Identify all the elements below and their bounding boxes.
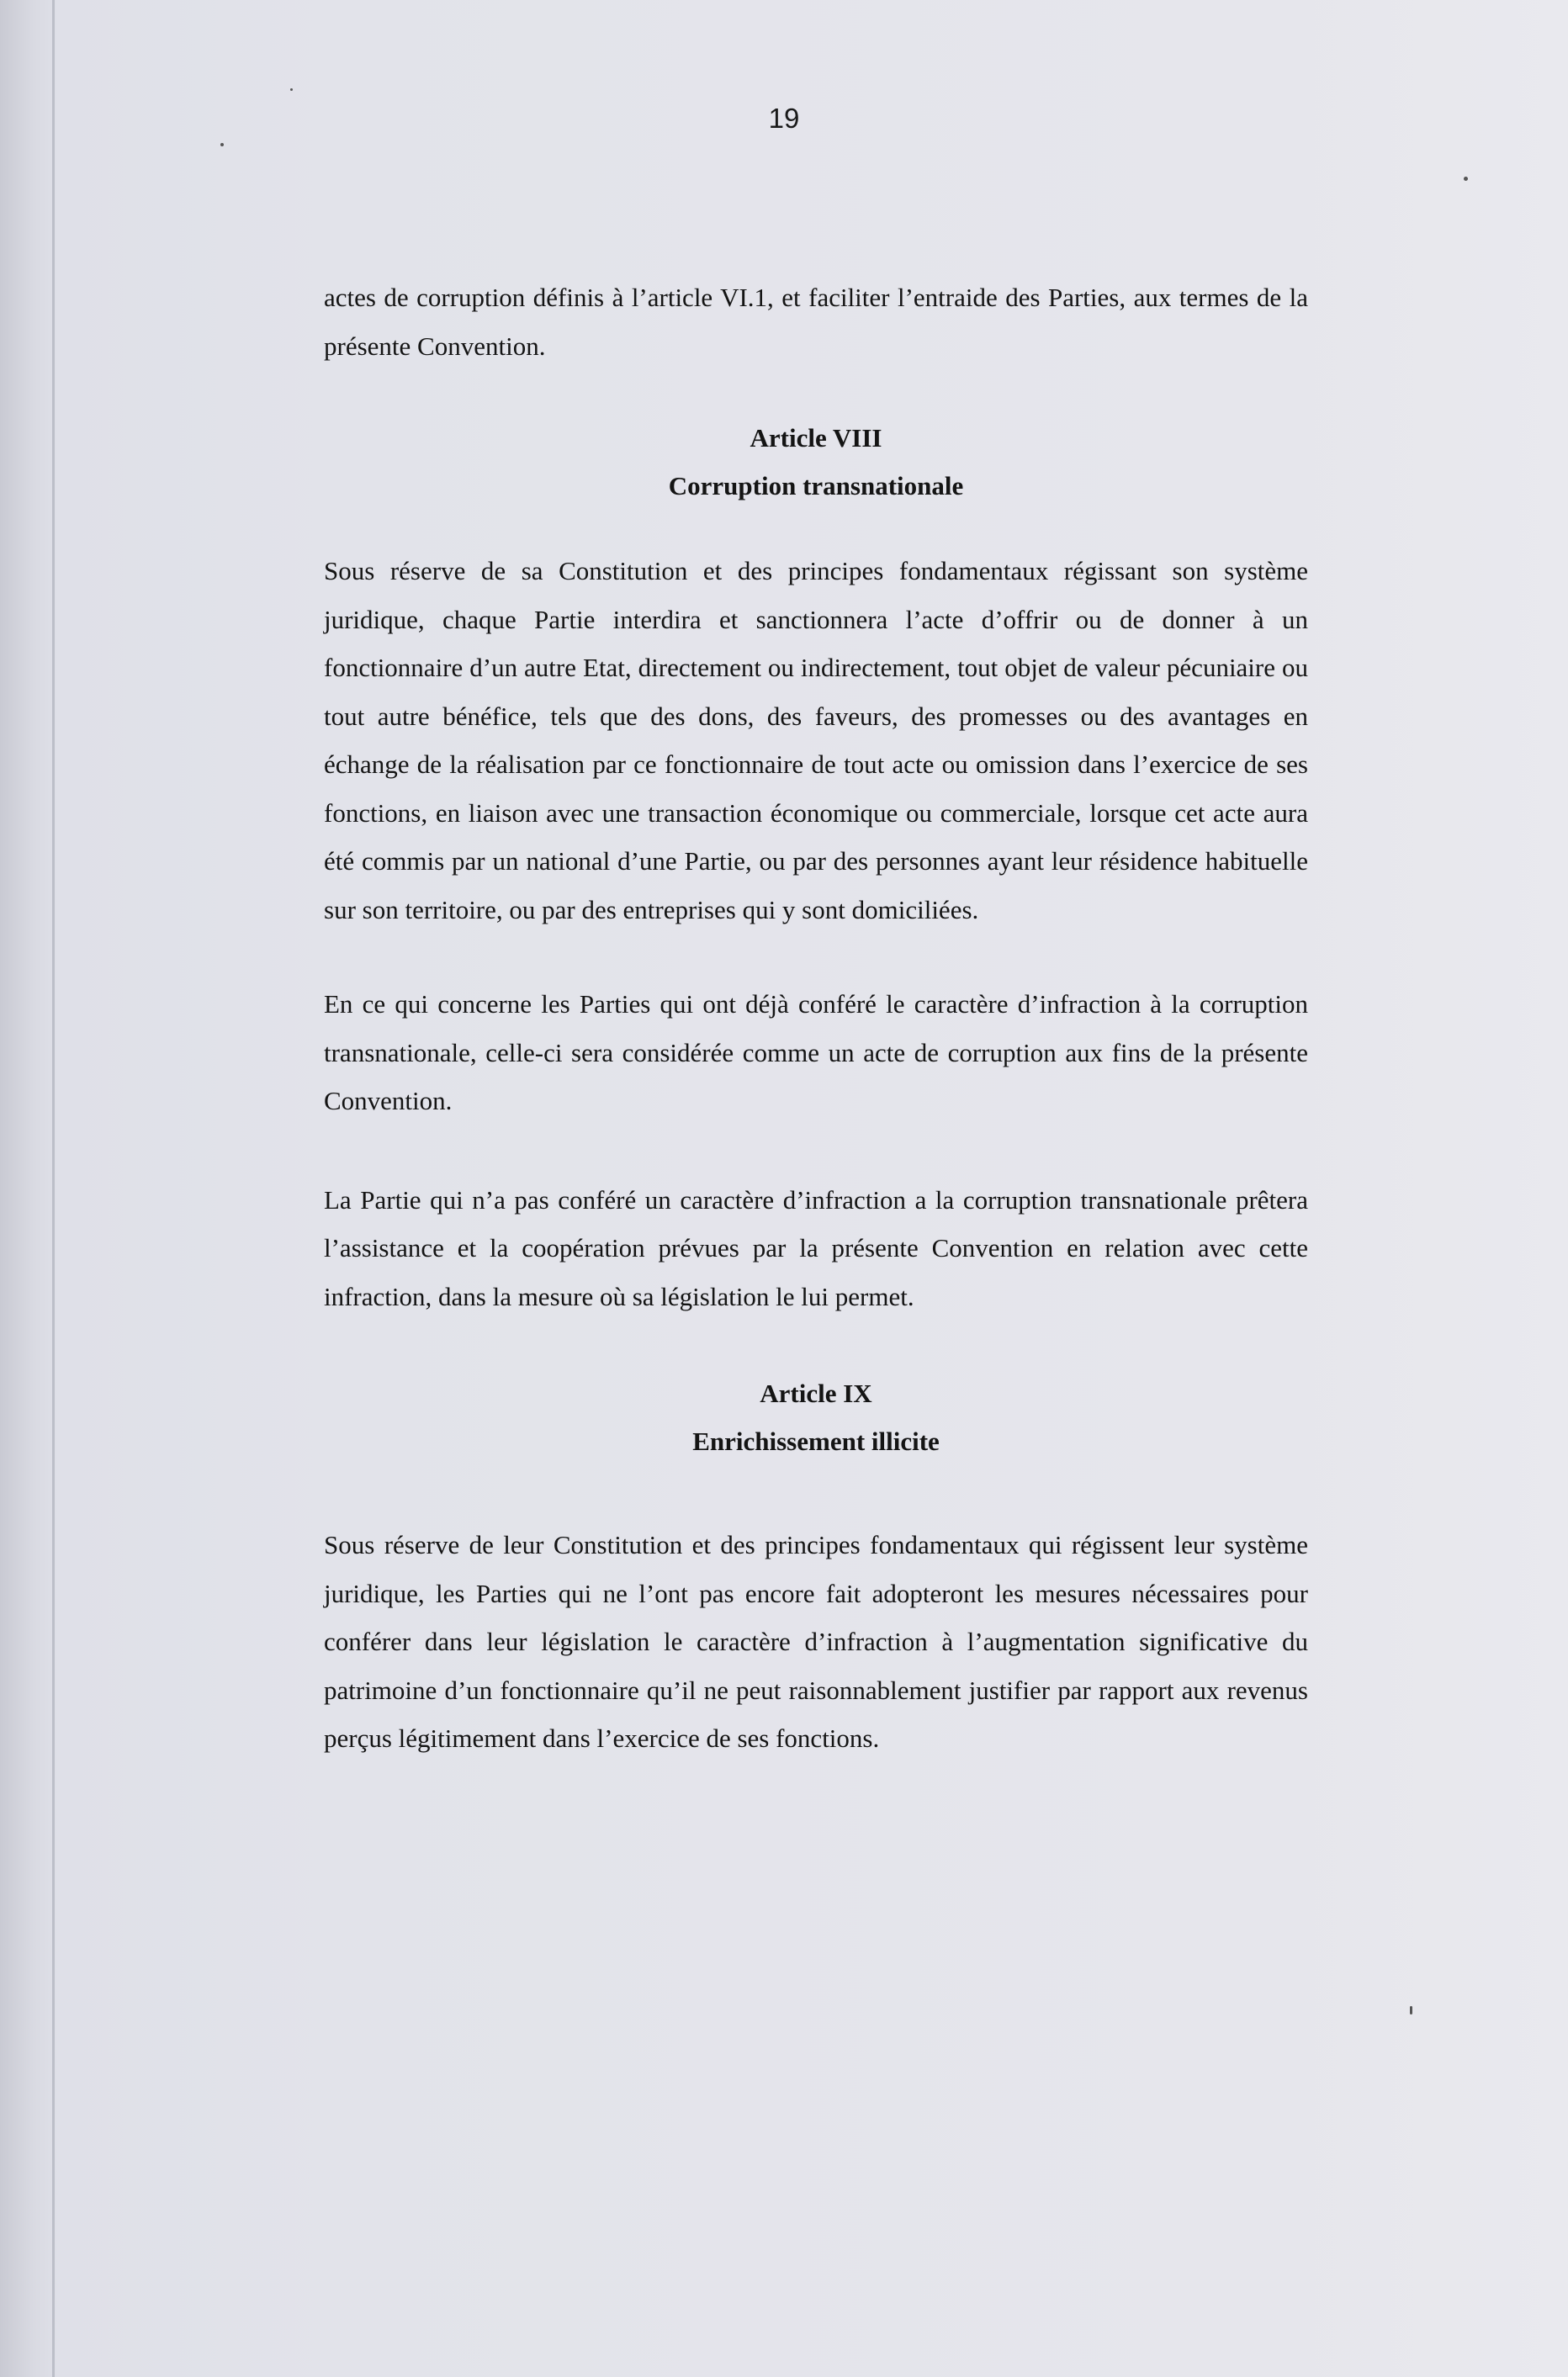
scan-speck <box>1464 177 1468 181</box>
page-number: 19 <box>768 103 800 134</box>
scan-speck <box>290 88 293 91</box>
article-viii-heading: Article VIII <box>750 423 882 453</box>
scan-speck <box>1410 2006 1412 2014</box>
binding-shadow <box>52 0 55 2377</box>
article-ix-heading: Article IX <box>760 1379 872 1408</box>
article-viii-paragraph-3: La Partie qui n’a pas conféré un caractère d’infraction a la corruption transnationale prêtera l’assistance et la coopération prévues par la présente Convention en relation avec cette infraction, dans la mesure où sa législation le lui permet. <box>324 1184 1308 1311</box>
document-body <box>324 273 1308 1763</box>
opening-paragraph: actes de corruption définis à l’article VI.1, et faciliter l’entraide des Parties, aux termes de la présente Convention. <box>324 283 1308 361</box>
article-viii-paragraph-1: Sous réserve de sa Constitution et des principes fondamentaux régissant son système juridique, chaque Partie interdira et sanctionnera l’acte d’offrir ou de donner à un fonctionnaire d’un autre Etat, directement ou indirectement, tout objet de valeur pécuniaire ou tout autre bénéfice, tels que des dons, des faveurs, des promesses ou des avantages en échange de la réalisation par ce fonctionnaire de tout acte ou omission dans l’exercice de ses fonctions, en liaison avec une transaction économique ou commerciale, lorsque cet acte aura été commis par un national d’une Partie, ou par des personnes ayant leur résidence habituelle sur son territoire, ou par des entreprises qui y sont domiciliées. <box>324 556 1308 924</box>
article-ix-paragraph-1: Sous réserve de leur Constitution et des principes fondamentaux qui régissent leur système juridique, les Parties qui ne l’ont pas encore fait adopteront les mesures nécessaires pour conférer dans leur législation le caractère d’infraction à l’augmentation significative du patrimoine d’un fonctionnaire qu’il ne peut raisonnablement justifier par rapport aux revenus perçus légitimement dans l’exercice de ses fonctions. <box>324 1530 1308 1753</box>
article-viii-paragraph-2: En ce qui concerne les Parties qui ont déjà conféré le caractère d’infraction à la corruption transnationale, celle-ci sera considérée comme un acte de corruption aux fins de la présente Convention. <box>324 989 1308 1115</box>
scan-speck <box>220 143 224 146</box>
article-viii-subheading: Corruption transnationale <box>668 471 964 500</box>
article-ix-subheading: Enrichissement illicite <box>692 1427 940 1456</box>
